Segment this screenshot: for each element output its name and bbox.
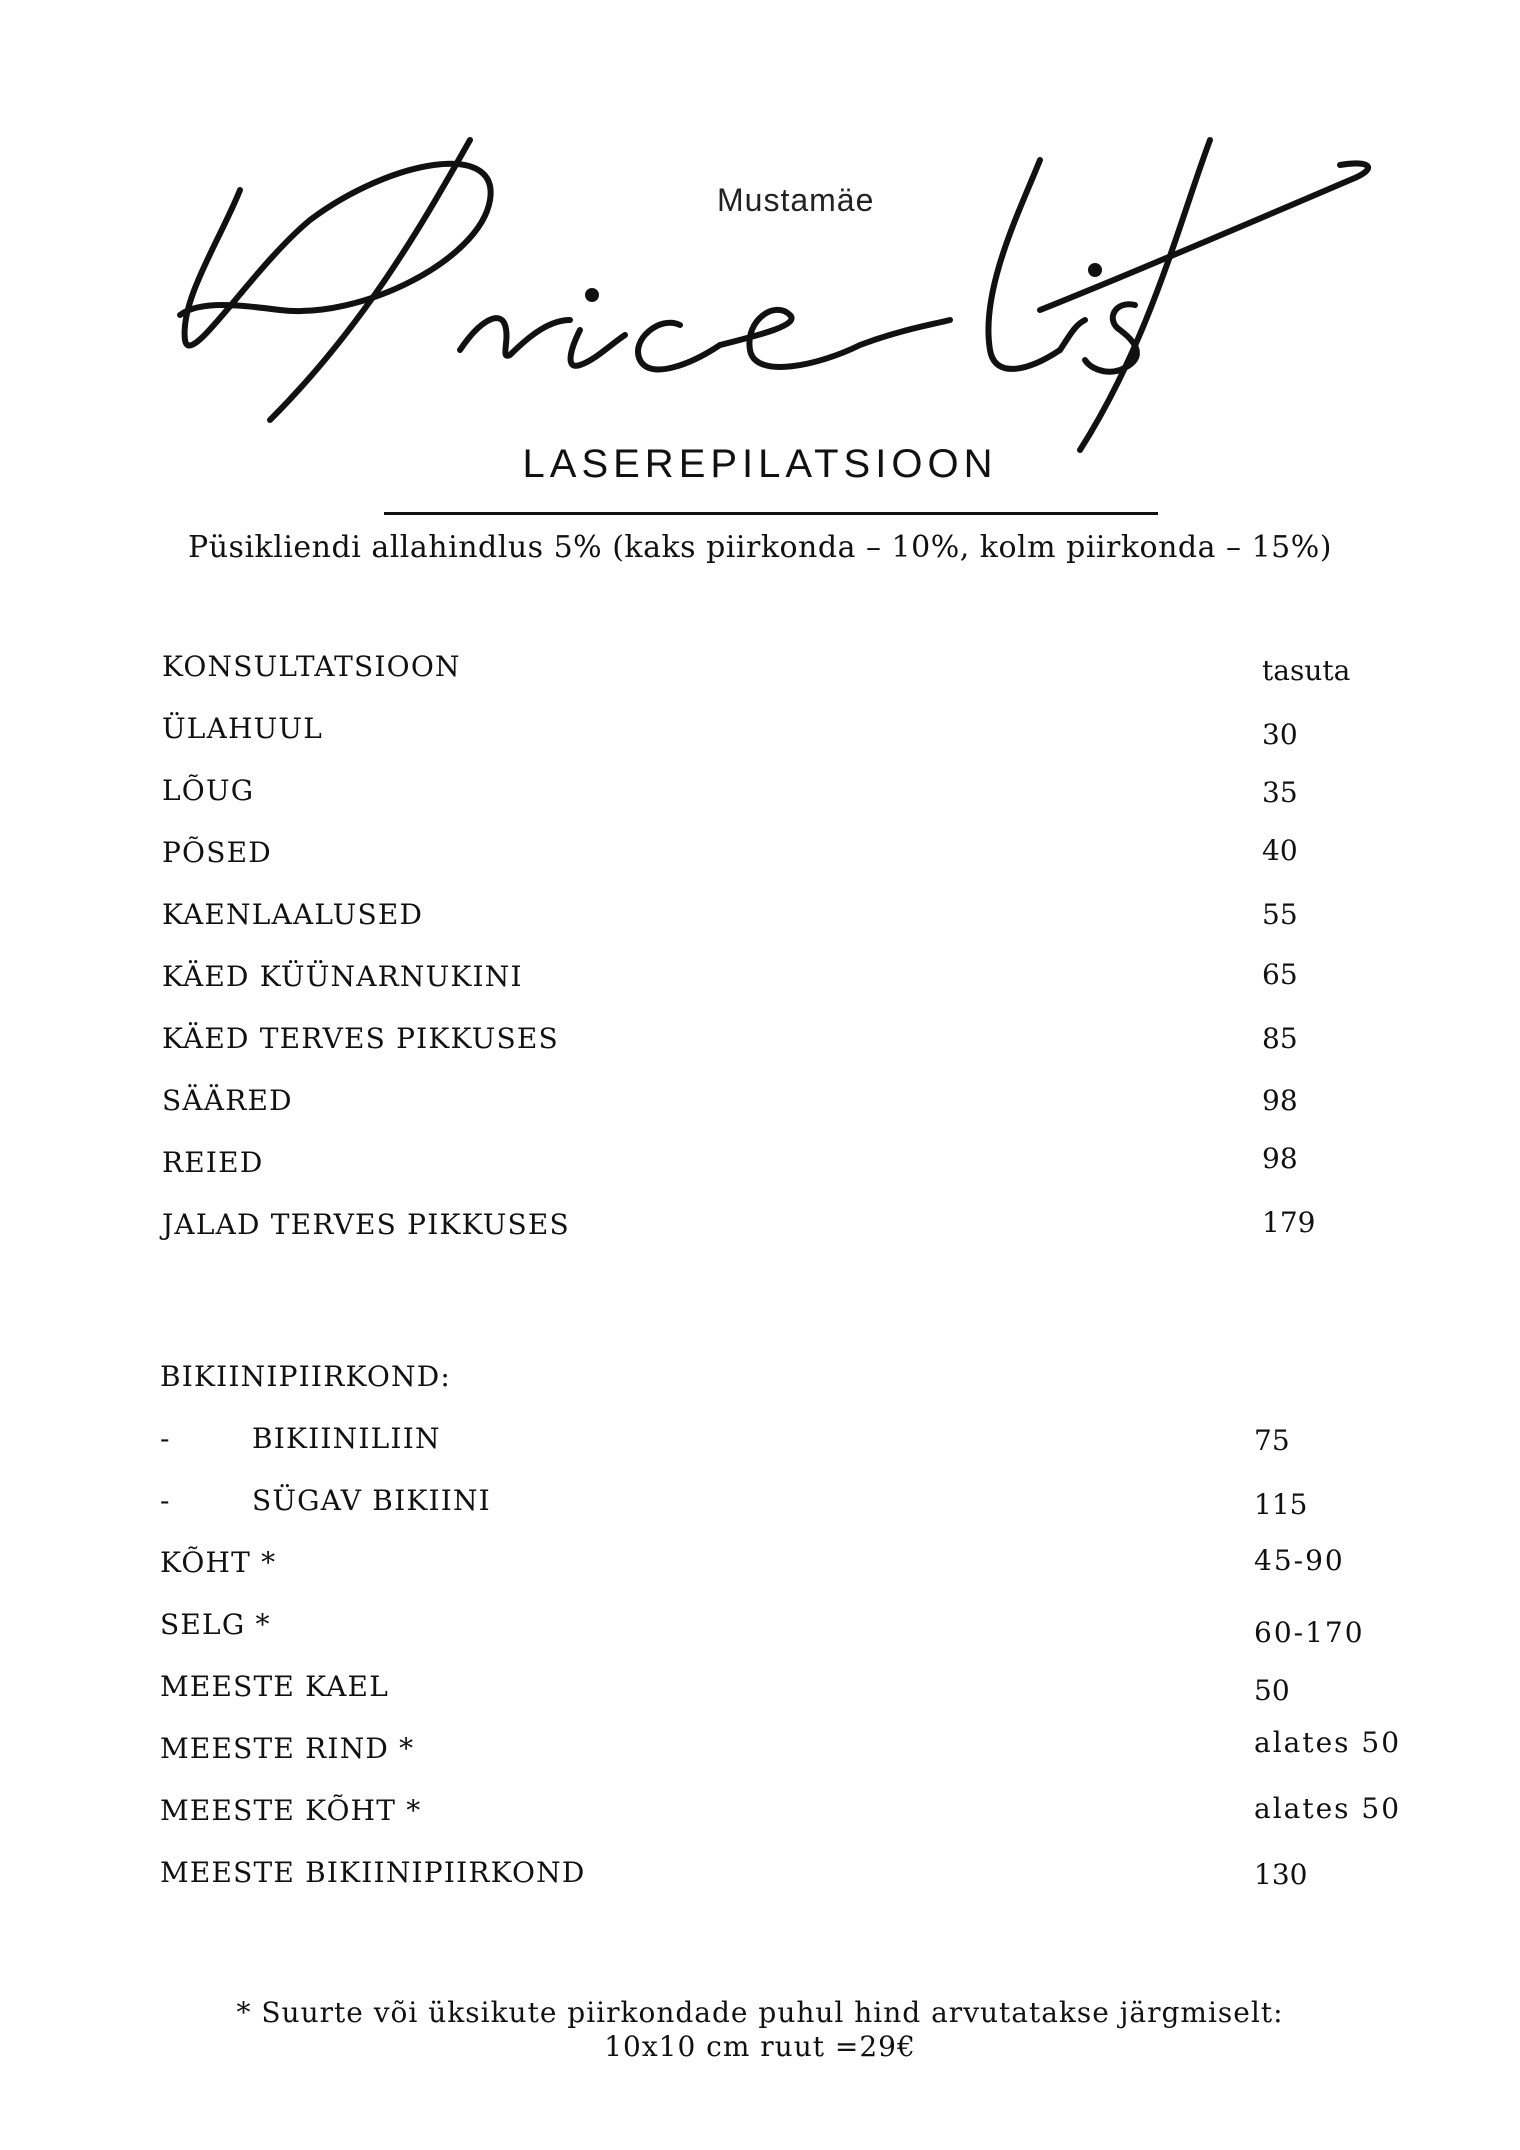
list-item-name: REIED bbox=[162, 1146, 264, 1179]
list-item-price: 130 bbox=[1254, 1858, 1308, 1891]
list-item-price: 85 bbox=[1262, 1022, 1298, 1055]
list-item-name: PÕSED bbox=[162, 836, 272, 869]
list-item-name: MEESTE KÕHT * bbox=[160, 1794, 422, 1827]
list-item-name: BIKIINILIIN bbox=[252, 1422, 441, 1455]
list-item-price: 40 bbox=[1262, 834, 1298, 867]
list-item-name: KÕHT * bbox=[160, 1546, 277, 1579]
footnote bbox=[0, 1996, 1520, 2064]
list-item-name: SÜGAV BIKIINI bbox=[252, 1484, 491, 1517]
bullet-dash: - bbox=[160, 1484, 170, 1517]
list-item-price: 30 bbox=[1262, 718, 1298, 751]
list-item-name: KONSULTATSIOON bbox=[162, 650, 461, 683]
list-item-name: MEESTE RIND * bbox=[160, 1732, 415, 1765]
list-item-price: 179 bbox=[1262, 1206, 1316, 1239]
location-label: Mustamäe bbox=[717, 182, 875, 218]
list-item-name: JALAD TERVES PIKKUSES bbox=[162, 1208, 570, 1241]
list-item-name: KÄED KÜÜNARNUKINI bbox=[162, 960, 523, 993]
list-item-price: 98 bbox=[1262, 1084, 1298, 1117]
list-item-name: MEESTE KAEL bbox=[160, 1670, 389, 1703]
list-item-name: LÕUG bbox=[162, 774, 255, 807]
list-item-name: SÄÄRED bbox=[162, 1084, 293, 1117]
list-item-price: 65 bbox=[1262, 958, 1298, 991]
footnote-line-2: 10x10 cm ruut =29€ bbox=[604, 2030, 916, 2063]
bullet-dash: - bbox=[160, 1422, 170, 1455]
list-item-price: tasuta bbox=[1262, 654, 1351, 687]
discount-note: Püsikliendi allahindlus 5% (kaks piirkonda – 10%, kolm piirkonda – 15%) bbox=[188, 530, 1332, 565]
list-item-price: 75 bbox=[1254, 1424, 1290, 1457]
list-item-name: SELG * bbox=[160, 1608, 271, 1641]
divider-line bbox=[384, 512, 1158, 515]
list-item-price: 115 bbox=[1254, 1488, 1308, 1521]
list-item-price: 55 bbox=[1262, 898, 1298, 931]
list-item-price: 60-170 bbox=[1254, 1616, 1365, 1649]
list-item-price: 50 bbox=[1254, 1674, 1290, 1707]
list-item-price: alates 50 bbox=[1254, 1726, 1402, 1759]
list-item-price: 35 bbox=[1262, 776, 1298, 809]
section-heading: LASEREPILATSIOON bbox=[522, 442, 998, 486]
list-item-price: 98 bbox=[1262, 1142, 1298, 1175]
list-item-price: 45-90 bbox=[1254, 1544, 1345, 1577]
footnote-line-1: * Suurte või üksikute piirkondade puhul hind arvutatakse järgmiselt: bbox=[236, 1996, 1284, 2029]
list-item-name: MEESTE BIKIINIPIIRKOND bbox=[160, 1856, 586, 1889]
list-item-name: ÜLAHUUL bbox=[162, 712, 324, 745]
list-item-name: KÄED TERVES PIKKUSES bbox=[162, 1022, 559, 1055]
script-title-price-list bbox=[160, 120, 1450, 460]
list-item-price: alates 50 bbox=[1254, 1792, 1402, 1825]
bikini-heading: BIKIINIPIIRKOND: bbox=[160, 1360, 451, 1393]
list-item-name: KAENLAALUSED bbox=[162, 898, 424, 931]
